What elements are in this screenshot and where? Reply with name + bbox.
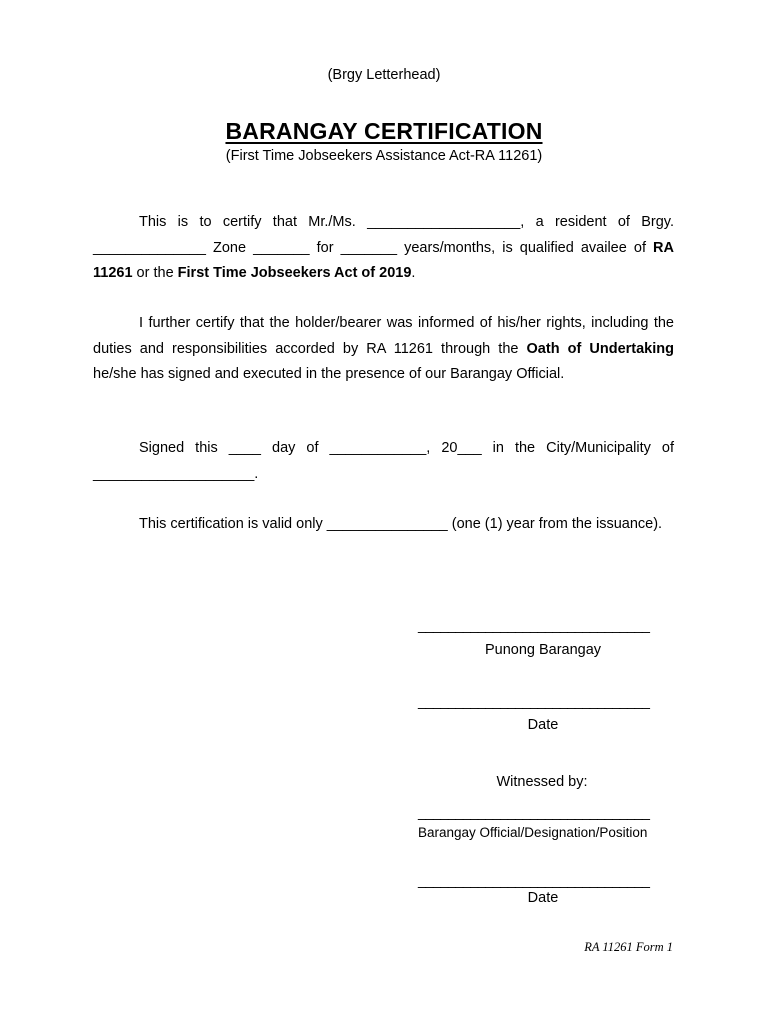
paragraph1-text: This is to certify that Mr./Ms. ___________________, a resident of Brgy. ______________ Zone _______ for _______ years/months, is qualified availee of: [93, 214, 674, 256]
witnessed-by-label: Witnessed by:: [496, 774, 588, 790]
paragraph1-end: .: [411, 265, 416, 281]
date-label-1: Date: [527, 717, 559, 733]
date-line-1: _______________________________: [418, 694, 650, 710]
validity-paragraph: [93, 512, 674, 538]
letterhead-placeholder: (Brgy Letterhead): [327, 67, 441, 83]
paragraph2-text: I further certify that the holder/bearer was informed of his/her rights, including the duties and responsibilities accorded by RA 11261 through the: [93, 315, 674, 357]
punong-barangay-label: Punong Barangay: [484, 642, 602, 658]
punong-barangay-signature-line: _______________________________: [418, 618, 650, 634]
paragraph1-law-reference: RA 11261: [93, 239, 674, 281]
form-number: RA 11261 Form 1: [584, 940, 673, 954]
rights-paragraph: [93, 311, 674, 388]
document-subtitle: (First Time Jobseekers Assistance Act-RA 11261): [225, 148, 543, 164]
document-title: BARANGAY CERTIFICATION: [225, 118, 543, 144]
signed-paragraph: [93, 436, 674, 487]
paragraph2-end: he/she has signed and executed in the presence of our Barangay Official.: [93, 366, 565, 382]
paragraph4-text: This certification is valid only _______________ (one (1) year from the issuance).: [139, 516, 663, 532]
paragraph1-connector: or the: [132, 265, 178, 281]
paragraph2-oath: Oath of Undertaking: [526, 340, 674, 357]
official-designation-label: Barangay Official/Designation/Position: [418, 825, 648, 840]
certification-paragraph: [93, 210, 674, 287]
paragraph1-act-name: First Time Jobseekers Act of 2019: [177, 265, 412, 281]
date-label-2: Date: [527, 890, 559, 906]
paragraph3-text: Signed this ____ day of ____________, 20___ in the City/Municipality of ____________________.: [93, 440, 674, 482]
date-line-2: _______________________________: [418, 873, 650, 889]
witness-signature-line: _______________________________: [418, 805, 650, 821]
